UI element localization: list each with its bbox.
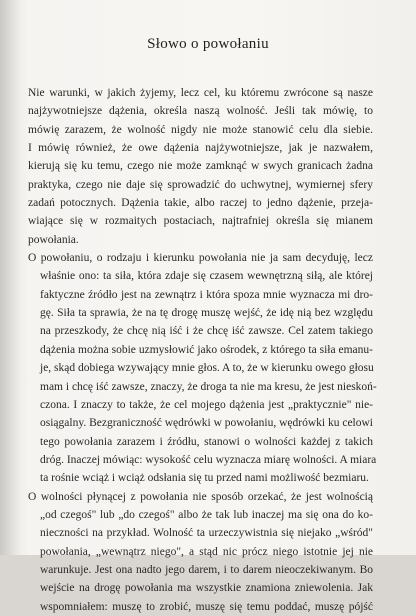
text-line: warunkuje. Jest ona nadto jego darem, i to darem nieoczekiwanym. Bo xyxy=(40,563,373,576)
body-text xyxy=(28,84,377,616)
text-line: mam i chcę iść zawsze, znaczy, że droga ta nie ma kresu, że jest nieskoń- xyxy=(40,380,377,393)
text-line: dążenia można sobie uzmysłowić jako ośrodek, z którego ta siła emanu- xyxy=(40,343,373,356)
text-line: O wolności płynącej z powołania nie sposób orzekać, że jest wolnością xyxy=(28,490,373,503)
text-line: na przeszkody, że chcę nią iść i że chcę iść zawsze. Cel zatem takiego xyxy=(40,325,373,338)
text-line: wejście na drogę powołania ma wszystkie znamiona zniewolenia. Jak xyxy=(40,582,373,595)
text-line: I mówię również, że owe dążenia najżywotniejsze, jak je nazwałem, xyxy=(28,142,373,155)
chapter-title: Słowo o powołaniu xyxy=(147,36,269,52)
text-line: gę. Siła ta sprawia, że na tę drogę muszę wejść, że idę nią bez względu xyxy=(40,307,373,320)
text-line: „od czegoś" lub „do czegoś" albo że tak lub inaczej ma się ona do ko- xyxy=(40,508,373,521)
text-line: tego powołania zarazem i źródłu, stanowi o wolności każdej z takich xyxy=(40,435,373,448)
text-line: wiające się w rozmaitych postaciach, najtrafniej określa się mianem xyxy=(28,215,373,228)
text-line: praktyka, czego nie daje się sprowadzić do uchwytnej, wymiernej sfery xyxy=(28,178,373,191)
text-line: faktyczne źródło jest na zewnątrz i która spoza mnie wyznacza mi dro- xyxy=(40,288,373,301)
text-line: nieczności na przykład. Wolność ta urzeczywistnia się niejako „wśród" xyxy=(40,527,373,540)
text-line: mówię zarazem, że wolność nigdy nie może stanowić celu dla siebie. xyxy=(28,123,373,136)
text-line: ta rośnie wciąż i wciąż odsłania się tu przed nami możliwość bezmiaru. xyxy=(40,472,369,485)
text-line: powołania. xyxy=(28,233,79,246)
text-line: powołania, „wewnątrz niego", a stąd nic prócz niego istotnie jej nie xyxy=(40,545,373,558)
text-line: Nie warunki, w jakich żyjemy, lecz cel, ku któremu zwrócone są nasze xyxy=(28,87,373,99)
text-line: osiągalny. Bezgraniczność wędrówki w powołaniu, wędrówki ku celowi xyxy=(40,417,373,430)
text-line: dróg. Inaczej mówiąc: wysokość celu wyznacza miarę wolności. A miara xyxy=(40,453,377,466)
text-line: zadań potocznych. Dążenia takie, albo raczej to jedno dążenie, przeja- xyxy=(28,197,373,210)
text-line: czona. I znaczy to także, że cel mojego dążenia jest „praktycznie" nie- xyxy=(40,398,373,411)
text-line: właśnie ono: ta siła, która zdaje się czasem wewnętrzną siłą, ale której xyxy=(40,270,373,283)
text-line: kierują się ku temu, czego nie może zamknąć w swych granicach żadna xyxy=(28,160,373,173)
text-line: je, skąd dobiega wzywający mnie głos. A to, że w kierunku owego głosu xyxy=(40,362,374,375)
text-line: najżywotniejsze dążenia, określa naszą wolność. Jeśli tak mówię, to xyxy=(28,105,373,118)
page-gutter-shadow xyxy=(0,0,20,555)
text-line: O powołaniu, o rodzaju i kierunku powołania nie ja sam decyduję, lecz xyxy=(28,252,373,265)
text-line: wspomniałem: muszę to zrobić, muszę się temu poddać, muszę pójść xyxy=(40,600,373,613)
